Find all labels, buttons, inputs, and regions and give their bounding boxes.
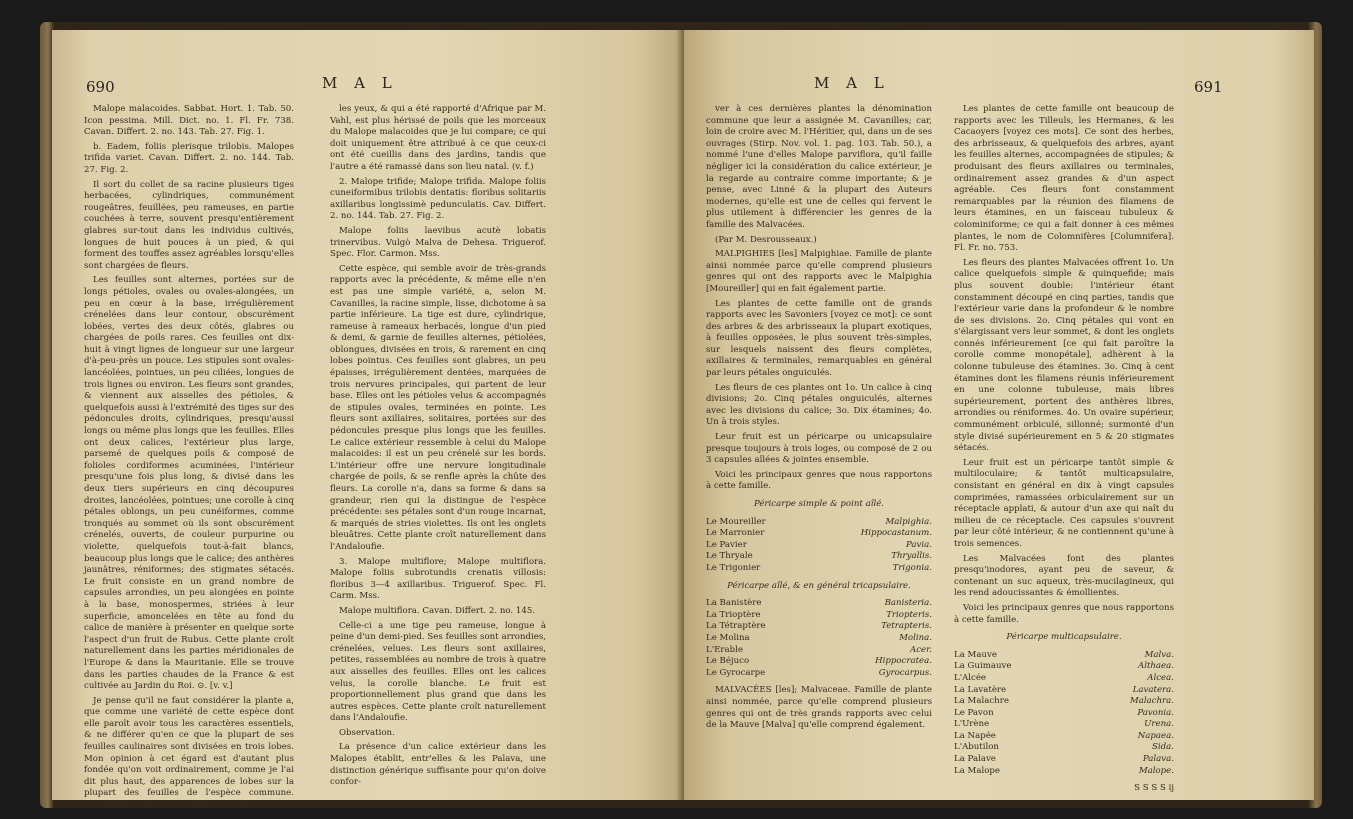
paragraph: Malope multiflora. Cavan. Differt. 2. no. 145.: [339, 605, 536, 616]
genus-french-name: La Banistère: [706, 598, 762, 609]
genus-row: [706, 563, 932, 575]
genus-row: [706, 517, 932, 529]
genus-row: [954, 731, 1174, 743]
genus-latin-name: Althaea.: [1137, 661, 1174, 672]
genus-french-name: La Malachre: [954, 696, 1009, 707]
genus-latin-name: Pavonia.: [1137, 707, 1174, 718]
genus-french-name: L'Urène: [954, 719, 990, 730]
genus-latin-name: Hippocratea.: [875, 656, 932, 667]
genus-row: [706, 668, 932, 680]
paragraph: Malope foliis laevibus acutè lobatis trinervibus. Vulgò Malva de Dehesa. Triguerof. Spec. Flor. Carmon. Mss.: [330, 225, 546, 260]
genus-french-name: La Mauve: [954, 649, 997, 660]
genus-french-name: La Tétraptère: [706, 621, 766, 632]
genus-latin-name: Hippocastanum.: [860, 528, 932, 539]
paragraph: Les fleurs des plantes Malvacées offrent 1o. Un calice quelquefois simple & quinquefide; mais plus souvent double: l'intérieur étant constamment découpé en cinq parties, tandis que l'extérieur varie dans la profondeur & le nombre de ses divisions. 2o. Cinq pétales qui vont en s'élargissant vers leur sommet, & dont les onglets connés inférieurement [ce qui fait paroître la corolle comme monopétale], adhèrent à la colonne tubuleuse des étamines. 3o. Cinq à cent étamines dont les filamens réunis inférieurement en une colonne tubuleuse, mais libres supérieurement, portent des anthères libres, arrondies ou réniformes. 4o. Un ovaire supérieur, communément orbiculé, sillonné; surmonté d'un style divisé supérieurement en 5 & 20 stigmates sétacés.: [954, 257, 1174, 454]
paragraph: La présence d'un calice extérieur dans les Malopes établit, entr'elles & les Palava, une distinction générique suffisante pour qu'on doive confor-: [330, 742, 546, 788]
paragraph: Je pense qu'il ne faut considérer la plante a, que comme une variété de cette espèce dont elle paroît avoir tous les caractères essentiels, & ne différer qu'en ce que la plupart de ses feuilles caulinaires sont divisées en trois lobes. Mon opinion à cet égard est d'autant plus fondée qu'on voit ordinairement, comme je l'ai dit plus haut, des apparences de lobes sur la plupart des feuilles de l'espèce commune. L'exemplaire de cette variété, que j'ai sous: [84, 695, 294, 811]
paragraph: Les plantes de cette famille ont de grands rapports avec les Savoniers [voyez ce mot]: ce sont des arbres & des arbrisseaux la plupart exotiques, à feuilles opposées, le plus souvent très-simples, sur lesquels naissent des fleurs complètes, axillaires & terminales, remarquables en général par leurs pétales onguiculés.: [706, 298, 932, 379]
genus-latin-name: Palava.: [1142, 754, 1174, 765]
genus-row: [706, 645, 932, 657]
genus-latin-name: Malope.: [1138, 765, 1174, 776]
genus-french-name: La Trioptère: [706, 609, 761, 620]
genus-latin-name: Trigonia.: [892, 562, 932, 573]
paragraph: Cette espèce, qui semble avoir de très-grands rapports avec la précédente, & même elle n'en est pas une simple variété, a, selon M. Cavanilles, la racine simple, lisse, dichotome à sa partie inférieure. La tige est dure, cylindrique, rameuse à rameaux herbacés, longue d'un pied & demi, & garnie de feuilles alternes, pétiolées, oblongues, divisées en trois, & rarement en cinq lobes pointus. Ces feuilles sont glabres, un peu épaisses, irrégulièrement dentées, marquées de trois nervures principales, qui partent de leur base. Elles ont les pétioles velus & accompagnés de stipules ovales, terminées en pointe. Les fleurs sont axillaires, solitaires, portées sur des pédoncules presque plus longs que les feuilles. Le calice extérieur ressemble à celui du Malope malacoides: il est un peu crénelé sur les bords. L'intérieur offre une nervure longitudinale chargée de poils, & se renfle après la chûte des fleurs. La corolle n'a, dans sa forme & dans sa grandeur, rien qui la distingue de l'espèce précédente: ses pétales sont d'un rouge incarnat, & marqués de stries violettes. Ils ont les onglets bleuâtres. Cette plante croît naturellement dans l'Andaloufie.: [330, 263, 546, 552]
genus-latin-name: Alcea.: [1147, 672, 1174, 683]
paragraph: b. Eadem, foliis plerisque trilobis. Malopes trifida variet. Cavan. Differt. 2. no. 144. Tab. 27. Fig. 2.: [84, 141, 294, 175]
genus-french-name: Le Thryale: [706, 551, 753, 562]
page-number-left: 690: [86, 78, 115, 96]
genus-french-name: L'Erable: [706, 644, 743, 655]
genus-latin-name: Sida.: [1152, 742, 1174, 753]
paragraph: MALVACÉES [les]; Malvaceae. Famille de plante ainsi nommée, parce qu'elle comprend plusieurs genres qui ont de très grands rapports avec celui de la Mauve [Malva] qu'elle comprend également.: [706, 685, 932, 731]
genus-french-name: Le Pavon: [954, 707, 994, 718]
paragraph: Les feuilles sont alternes, portées sur de longs pétioles, ovales ou ovales-alongées, un peu en cœur à la base, irrégulièrement crénelées dans leur contour, obscurément lobées, vertes des deux côtés, glabres ou chargées de poils rares. Ces feuilles ont dix-huit à vingt lignes de longueur sur une largeur d'à-peu-près un pouce. Les stipules sont ovales-lancéolées, pointues, un peu ciliées, longues de trois lignes ou environ. Les fleurs sont grandes, & viennent aux aisselles des pétioles, & quelquefois aussi à l'extrémité des tiges sur des pédoncules droits, cylindriques, presqu'aussi longs ou même plus longs que les feuilles. Elles ont deux calices, l'extérieur plus large, parsemé de quelques poils & composé de folioles cordiformes acuminées, l'intérieur presqu'une fois plus long, & divisé dans les deux tiers supérieurs en cinq découpures droites, lancéolées, pointues; une corolle à cinq pétales oblongs, un peu cunéiformes, comme tronqués au sommet où ils sont obscurément crénelés, ouverts, de couleur purpurine ou violette, quelquefois tout-à-fait blancs, beaucoup plus longs que le calice; des anthères jaunâtres, réniformes; des stigmates sétacés. Le fruit consiste en un grand nombre de capsules arrondies, un peu alongées en pointe à la base, monospermes, striées à leur superficie, amoncelées en tête au fond du calice de manière à présenter en quelque sorte l'aspect d'un fruit de Rubus. Cette plante croît naturellement dans les parties méridionales de l'Europe & dans la Mauritanie. Elle se trouve dans les parties chaudes de la France & est cultivée au Jardin du Roi. ⊙. [v. v.]: [84, 275, 294, 692]
genus-latin-name: Molina.: [899, 632, 932, 643]
section-title: Péricarpe aîlé, & en général tricapsulaire.: [727, 580, 911, 591]
paragraph: Celle-ci a une tige peu rameuse, longue à peine d'un demi-pied. Ses feuilles sont arrondies, crénelées, velues. Les fleurs sont axillaires, petites, rassemblées au nombre de trois à quatre aux aisselles des feuilles. Elles ont les calices velus, la corolle blanche. Le fruit est proportionnellement plus grand que dans les autres espèces. Cette plante croît naturellement dans l'Andaloufie.: [330, 620, 546, 724]
page-number-right: 691: [1194, 78, 1223, 96]
genus-french-name: L'Alcée: [954, 672, 987, 683]
genus-row: [706, 540, 932, 552]
genus-row: [954, 696, 1174, 708]
genus-french-name: Le Molina: [706, 632, 750, 643]
paragraph: Voici les principaux genres que nous rapportons à cette famille.: [954, 602, 1174, 625]
paragraph: MALPIGHIES [les] Malpighiae. Famille de plante ainsi nommée parce qu'elle comprend plusieurs genres qui ont des rapports avec le Malpighia [Moureiller] qui en fait également partie.: [706, 249, 932, 294]
section-title: Péricarpe multicapsulaire.: [1006, 632, 1122, 643]
genus-row: [706, 656, 932, 668]
genus-french-name: La Napée: [954, 730, 996, 741]
genus-french-name: Le Gyrocarpe: [706, 667, 766, 678]
paragraph: les yeux, & qui a été rapporté d'Afrique par M. Vahl, est plus hérissé de poils que les morceaux du Malope malacoides que je lui compare; ce qui doit uniquement être attribué à ce que ceux-ci ont été cueillis dans des jardins, tandis que l'autre a été ramassé dans son lieu natal. (v. f.): [330, 104, 546, 172]
genus-latin-name: Napaea.: [1137, 730, 1174, 741]
genus-row: [706, 528, 932, 540]
genus-latin-name: Triopteris.: [886, 609, 932, 620]
paragraph: ver à ces dernières plantes la dénomination commune que leur a assignée M. Cavanilles; car, loin de croire avec M. l'Héritier, qui, dans un de ses ouvrages (Stirp. Nov. vol. 1. pag. 103. Tab. 50.), a nommé l'une d'elles Malope parviflora, qu'il faille négliger ici la considération du calice extérieur, je la regarde au contraire comme importante; & je pense, avec Linné & la plupart des Auteurs modernes, qu'elle est une de celles qui fervent le plus utilement à différencier les genres de la famille des Malvacées.: [706, 104, 932, 230]
genus-row: [954, 708, 1174, 720]
genus-latin-name: Tetrapteris.: [881, 621, 932, 632]
genus-latin-name: Thryallis.: [891, 551, 932, 562]
genus-french-name: L'Abutilon: [954, 742, 999, 753]
genus-french-name: La Palave: [954, 754, 996, 765]
genus-french-name: La Guimauve: [954, 661, 1012, 672]
genus-latin-name: Lavatera.: [1132, 684, 1174, 695]
left-column-2: [330, 104, 546, 792]
right-column-2: [954, 104, 1174, 795]
left-column-1: [84, 104, 294, 815]
genus-row: [954, 754, 1174, 766]
genus-row: [706, 551, 932, 563]
genus-french-name: Le Trigonier: [706, 562, 761, 573]
genus-row: [954, 650, 1174, 662]
paragraph: Voici les principaux genres que nous rapportons à cette famille.: [706, 469, 932, 492]
running-header-left: M A L: [322, 74, 398, 92]
genus-french-name: Le Pavier: [706, 539, 747, 550]
genus-list: [954, 650, 1174, 778]
right-page: [684, 30, 1314, 800]
genus-latin-name: Gyrocarpus.: [878, 667, 932, 678]
paragraph: Les fleurs de ces plantes ont 1o. Un calice à cinq divisions; 2o. Cinq pétales onguiculés, alternes avec les divisions du calice; 3o. Dix étamines; 4o. Un à trois styles.: [706, 382, 932, 428]
genus-latin-name: Acer.: [910, 644, 932, 655]
paragraph: 2. Malope trifide; Malope trifida. Malope foliis cuneiformibus trilobis dentatis: floribus solitariis axillaribus longissimè pedunculatis. Cav. Differt. 2. no. 144. Tab. 27. Fig. 2.: [330, 176, 546, 222]
genus-row: [954, 673, 1174, 685]
genus-latin-name: Malpighia.: [885, 516, 932, 527]
genus-french-name: La Lavatère: [954, 684, 1007, 695]
genus-latin-name: Banisteria.: [884, 598, 932, 609]
paragraph: (Par M. Desrousseaux.): [715, 234, 817, 245]
genus-row: [706, 633, 932, 645]
genus-french-name: Le Marronier: [706, 528, 765, 539]
genus-list: [706, 598, 932, 679]
genus-latin-name: Pavia.: [906, 539, 932, 550]
genus-row: [954, 661, 1174, 673]
right-column-1: [706, 104, 932, 735]
paragraph: Les plantes de cette famille ont beaucoup de rapports avec les Tilleuls, les Hermanes, & les Cacaoyers [voyez ces mots]. Ce sont des herbes, des arbrisseaux, & quelquefois des arbres, ayant les feuilles alternes, accompagnées de stipules; & produisant des fleurs axillaires ou terminales, ordinairement assez grandes & d'un aspect agréable. Ces fleurs font constamment remarquables par la réunion des filamens de leurs étamines, en un faisceau tubuleux & colominiforme; ce qui a fait donner à ces mêmes plantes, le nom de Colomnifères [Columnifera]. Fl. Fr. no. 753.: [954, 104, 1174, 254]
left-page: [52, 30, 684, 811]
paragraph: Les Malvacées font des plantes presqu'inodores, ayant peu de saveur, & contenant un suc aqueux, très-mucilagineux, qui les rend adoucissantes & émollientes.: [954, 553, 1174, 599]
paragraph: Observation.: [339, 727, 395, 738]
genus-french-name: Le Béjuco: [706, 656, 750, 667]
paragraph: Il sort du collet de sa racine plusieurs tiges herbacées, cylindriques, communément rougeâtres, feuillées, peu rameuses, en partie couchées à terre, souvent presqu'entièrement glabres sur-tout dans les individus cultivés, longues de huit pouces à un pied, & qui forment des touffes assez agréables lorsqu'elles sont chargées de fleurs.: [84, 179, 294, 271]
genus-french-name: La Malope: [954, 765, 1000, 776]
running-header-right: M A L: [814, 74, 890, 92]
genus-row: [706, 610, 932, 622]
genus-list: [706, 517, 932, 575]
catchword: S S S S ij: [1134, 783, 1174, 794]
genus-latin-name: Urena.: [1144, 719, 1174, 730]
paragraph: Leur fruit est un péricarpe tantôt simple & multiloculaire; & tantôt multicapsulaire, consistant en général en dix à vingt capsules comprimées, ramassées orbiculairement sur un réceptacle applati, & autour d'un axe qui naît du milieu de ce réceptacle. Ces capsules s'ouvrent par leur côté intérieur, & ne contiennent qu'une à trois semences.: [954, 457, 1174, 549]
genus-latin-name: Malva.: [1144, 649, 1174, 660]
genus-latin-name: Malachra.: [1129, 696, 1174, 707]
paragraph: 3. Malope multiflore; Malope multiflora. Malope foliis subrotundis crenatis villosis: floribus 3—4 axillaribus. Triguerof. Spec. Fl. Carm. Mss.: [330, 556, 546, 602]
genus-row: [954, 719, 1174, 731]
genus-row: [706, 621, 932, 633]
genus-row: [954, 685, 1174, 697]
paragraph: Malope malacoides. Sabbat. Hort. 1. Tab. 50. Icon pessima. Mill. Dict. no. 1. Fl. Fr. 738. Cavan. Differt. 2. no. 143. Tab. 27. Fig. 1.: [84, 104, 294, 138]
genus-row: [954, 742, 1174, 754]
genus-french-name: Le Moureiller: [706, 516, 766, 527]
genus-row: [954, 766, 1174, 778]
genus-row: [706, 598, 932, 610]
paragraph: Leur fruit est un péricarpe ou unicapsulaire presque toujours à trois loges, ou composé de 2 ou 3 capsules aîlées & jointes ensemble.: [706, 432, 932, 466]
section-title: Péricarpe simple & point aîlé.: [753, 499, 885, 509]
